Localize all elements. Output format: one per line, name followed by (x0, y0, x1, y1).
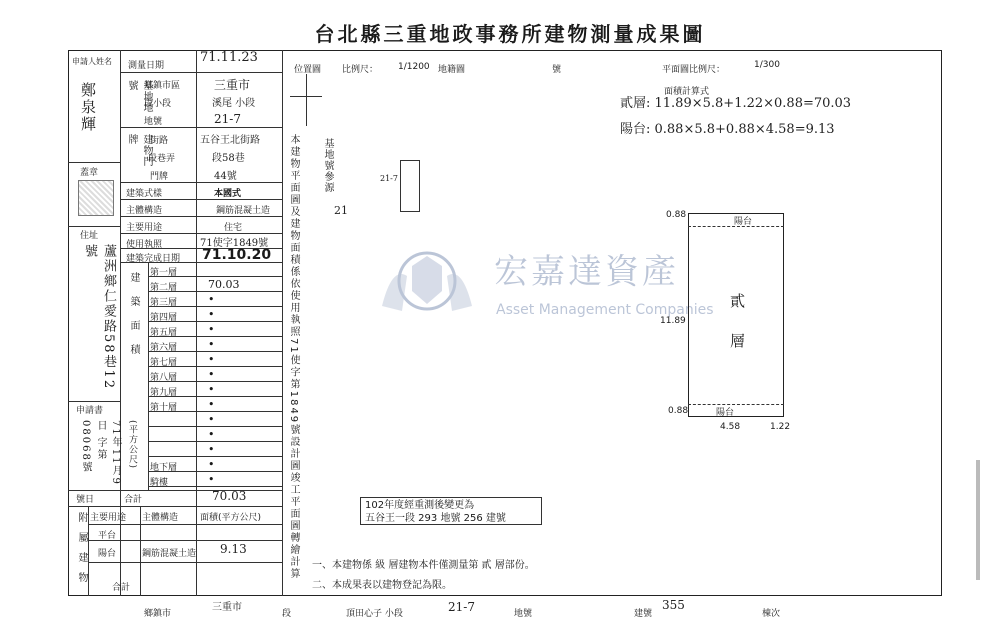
attached-label: 附屬建物 (76, 512, 87, 592)
floor-value: • (208, 293, 215, 306)
position-map-label: 位置圖 (294, 65, 322, 75)
plan-scale-label: 平面圖比例尺： (662, 65, 726, 75)
floor-value: • (208, 443, 215, 456)
base-source-value: 21 (334, 204, 348, 217)
floor-value: • (208, 413, 215, 426)
lot-value: 21-7 (214, 112, 241, 126)
total-label: 合計 (124, 495, 143, 505)
note-1: 一、本建物係 級 層建物本件僅測量第 貳 層部份。 (312, 560, 535, 571)
lot-sketch-label: 21-7 (380, 174, 398, 183)
doc-no-label: 號日 (76, 495, 95, 505)
base-label: 基地地號 (126, 80, 152, 113)
survey-date: 71.11.23 (200, 50, 258, 65)
watermark (372, 236, 718, 326)
scroll-edge (976, 460, 980, 580)
scale-position: 1/1200 (398, 62, 430, 72)
sheet-no: 號 (552, 65, 562, 75)
land-sheet: 地籍圖 (438, 65, 466, 75)
floor-value: • (208, 308, 215, 321)
section-label: 段小段 (144, 99, 172, 109)
attached-structure: 主體構造 (142, 513, 179, 523)
footer-building-value: 355 (662, 598, 685, 612)
style-value: 本國式 (214, 189, 242, 199)
north-arrow (306, 74, 307, 126)
door-label: 建物門牌 (126, 134, 152, 167)
township-label: 鄉鎮市區 (144, 81, 181, 91)
floor-value: • (208, 338, 215, 351)
lane-value: 段58巷 (212, 153, 245, 164)
seal-stamp (78, 180, 114, 216)
floor-value: • (208, 398, 215, 411)
license-value: 71使字1849號 (200, 238, 269, 249)
street-value: 五谷王北街路 (200, 135, 260, 146)
footer-section: 段 (282, 609, 292, 619)
use-label: 主要用途 (126, 223, 163, 233)
footer-township-value: 三重市 (212, 602, 242, 613)
remeasure-stamp (360, 497, 542, 525)
lane-label: 段巷弄 (148, 154, 176, 164)
floor-value: • (208, 323, 215, 336)
footer-lot-value: 21-7 (448, 600, 475, 614)
floor-value: • (208, 383, 215, 396)
applicant-label: 申請人姓名 (72, 57, 112, 66)
floor-value: 70.03 (208, 278, 240, 291)
total-value: 70.03 (212, 489, 247, 503)
floor-label: 地下層 (150, 463, 178, 473)
document-title: 台北縣三重地政事務所建物測量成果圖 (314, 22, 706, 46)
address-label: 住址 (80, 231, 99, 241)
floor-value: • (208, 353, 215, 366)
footer-building: 建號 (634, 609, 653, 619)
footer-block: 棟次 (762, 609, 781, 619)
area-calc-line2: 陽台: 0.88×5.8+0.88×4.58=9.13 (620, 122, 835, 137)
survey-date-label: 測量日期 (128, 61, 165, 71)
note-2: 二、本成果表以建物登記為限。 (312, 580, 452, 591)
plan-top-dim: 0.88 (666, 210, 687, 220)
unit-label: (平方公尺) (127, 420, 137, 470)
footer-subsection: 頂田心子 小段 (346, 609, 403, 619)
floor-label: 第二層 (150, 283, 178, 293)
balcony-value: 9.13 (220, 542, 247, 556)
applicant-name: 鄭泉輝 (79, 82, 97, 133)
completion-label: 建築完成日期 (126, 254, 181, 264)
license-label: 使用執照 (126, 240, 163, 250)
completion-value: 71.10.20 (202, 247, 272, 263)
floor-label: 第五層 (150, 328, 178, 338)
plan-bottom-label: 陽台 (716, 408, 735, 418)
row-divider (148, 486, 282, 487)
floor-label: 第十層 (150, 403, 178, 413)
platform-label: 平台 (98, 531, 117, 541)
floor-label: 第四層 (150, 313, 178, 323)
township-value: 三重市 (214, 78, 251, 92)
number-label: 門牌 (150, 172, 169, 182)
street-label: 街路 (150, 136, 169, 146)
floor-value: • (208, 428, 215, 441)
floor-plan (688, 213, 784, 417)
number-value: 44號 (214, 171, 237, 182)
crest-logo (372, 236, 482, 326)
balcony-label: 陽台 (98, 549, 117, 559)
watermark-name: 宏嘉達資產 (494, 252, 679, 292)
floor-value: • (208, 368, 215, 381)
plan-width-dim1: 4.58 (720, 422, 741, 432)
floor-value: • (208, 458, 215, 471)
stamp-line1: 102年度經重測後變更為 (365, 500, 475, 511)
plan-center-label2: 層 (730, 332, 746, 350)
attached-use: 主要用途 (90, 513, 127, 523)
attached-area: 面積(平方公尺) (200, 513, 262, 523)
watermark-en: Asset Management Companies (496, 302, 714, 318)
vertical-note: 本建物平面圖及建物面積係依使用執照71使字第1849號設計圖竣工平面圖轉繪計算 (288, 134, 299, 581)
lot-sketch (400, 160, 420, 212)
area-calc-label: 面積計算式 (664, 87, 710, 97)
plan-center-label1: 貳 (730, 292, 746, 310)
style-label: 建築式樣 (126, 189, 163, 199)
balcony-structure: 鋼筋混凝土造 (142, 549, 197, 559)
area-side-label: 建築面積 (128, 272, 139, 368)
structure-label: 主體構造 (126, 206, 163, 216)
structure-value: 鋼筋混凝土造 (216, 206, 271, 216)
floor-row (148, 472, 288, 489)
section-value: 溪尾 小段 (212, 98, 256, 109)
base-source-label: 基地號參源 (322, 138, 333, 193)
floor-value: • (208, 473, 215, 486)
use-value: 住宅 (224, 223, 243, 233)
plan-scale: 1/300 (754, 60, 780, 70)
plan-top-label: 陽台 (734, 217, 753, 227)
scale-label: 比例尺： (342, 65, 379, 75)
floor-label: 騎樓 (150, 478, 169, 488)
address-value: 蘆洲鄉仁愛路58巷12號 (82, 244, 116, 391)
plan-bottom-dim: 0.88 (668, 406, 689, 416)
floor-label: 第六層 (150, 343, 178, 353)
area-calc-line1: 貳層: 11.89×5.8+1.22×0.88=70.03 (620, 96, 852, 111)
seal-label: 蓋章 (80, 168, 99, 178)
plan-side-dim: 11.89 (660, 316, 686, 326)
floor-label: 第九層 (150, 388, 178, 398)
app-doc-value: 71年11月9日 字第08068號 (80, 420, 121, 486)
floor-label: 第三層 (150, 298, 178, 308)
footer-township: 鄉鎮市 (144, 609, 172, 619)
footer-lot: 地號 (514, 609, 533, 619)
plan-width-dim2: 1.22 (770, 422, 791, 432)
floor-label: 第一層 (150, 268, 178, 278)
app-doc-label: 申請書 (76, 406, 104, 416)
attached-total: 合計 (112, 583, 131, 593)
floor-label: 第七層 (150, 358, 178, 368)
stamp-line2: 五谷王一段 293 地號 256 建號 (365, 513, 506, 524)
floor-label: 第八層 (150, 373, 178, 383)
lot-label: 地號 (144, 117, 163, 127)
